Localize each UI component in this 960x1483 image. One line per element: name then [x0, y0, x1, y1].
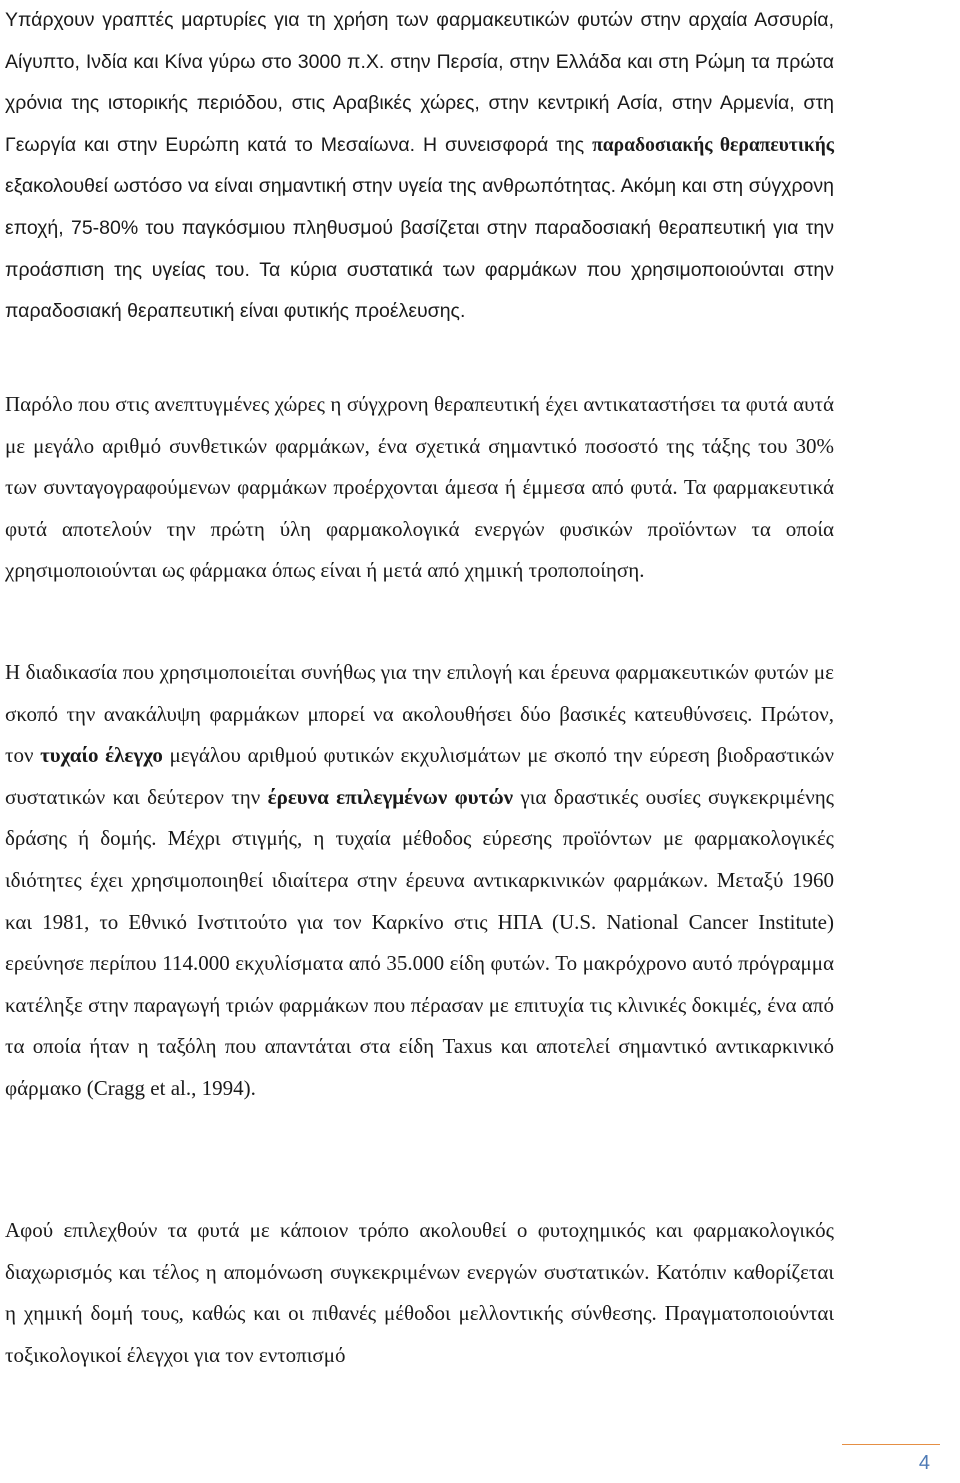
paragraph-isolation [5, 1210, 834, 1376]
text-segment: Η διαδικασία που χρησιμοποιείται συνήθως για την επιλογή και έρευνα φαρμακευτικών φυτών με σκοπό την ανακάλυψη φαρμάκων μπορεί να ακολουθήσει δύο βασικές κατευθύνσεις. Πρώτον, τον [5, 660, 834, 768]
bold-term-traditional-therapeutics: παραδοσιακής θεραπευτικής [592, 134, 835, 156]
text-segment: Παρόλο που στις ανεπτυγμένες χώρες η σύγχρονη θεραπευτική έχει αντικαταστήσει τα φυτά αυτά με μεγάλο αριθμό συνθετικών φαρμάκων, ένα σχετικά σημαντικό ποσοστό της τάξης του 30% των συνταγογραφούμενων φαρμάκων προέρχονται άμεσα ή έμμεσα από φυτά. Τα φαρμακευτικά φυτά αποτελούν την πρώτη ύλη φαρμακολογικά ενεργών φυσικών προϊόντων τα οποία χρησιμοποιούνται ως φάρμακα όπως είναι ή μετά από χημική τροποποίηση. [5, 392, 834, 583]
text-segment: για δραστικές ουσίες συγκεκριμένης δράσης ή δομής. Μέχρι στιγμής, η τυχαία μέθοδος εύρεσης προϊόντων με φαρμακολογικές ιδιότητες έχει χρησιμοποιηθεί ιδιαίτερα στην έρευνα αντικαρκινικών φαρμάκων. Μεταξύ 1960 και 1981, το Εθνικό Ινστιτούτο για τον Καρκίνο στις ΗΠΑ (U.S. National Cancer Institute) ερεύνησε περίπου 114.000 εκχυλίσματα από 35.000 είδη φυτών. Το μακρόχρονο αυτό πρόγραμμα κατέληξε στην παραγωγή τριών φαρμάκων που πέρασαν με επιτυχία τις κλινικές δοκιμές, ένα από τα οποία ήταν η ταξόλη που απαντάται στα είδη Taxus και αποτελεί σημαντικό αντικαρκινικό φάρμακο (Cragg et al., 1994). [5, 784, 834, 1100]
bold-term-selected-plants: έρευνα επιλεγμένων φυτών [267, 784, 514, 809]
paragraph-history [5, 0, 834, 333]
text-segment: εξακολουθεί ωστόσο να είναι σημαντική στην υγεία της ανθρωπότητας. Ακόμη και στη σύγχρονη εποχή, 75-80% του παγκόσμιου πληθυσμού βασίζεται στην παραδοσιακή θεραπευτική για την προάσπιση της υγείας του. Τα κύρια συστατικά των φαρμάκων που χρησιμοποιούνται στην παραδοσιακή θεραπευτική είναι φυτικής προέλευσης. [5, 175, 834, 323]
bold-term-random-screening: τυχαίο έλεγχο [40, 743, 163, 768]
text-segment: Υπάρχουν γραπτές μαρτυρίες για τη χρήση των φαρμακευτικών φυτών στην αρχαία Ασσυρία, Αίγυπτο, Ινδία και Κίνα γύρω στο 3000 π.Χ. στην Περσία, στην Ελλάδα και στη Ρώμη τα πρώτα χρόνια της ιστορικής περιόδου, στις Αραβικές χώρες, στην κεντρική Ασία, στην Αρμενία, στη Γεωργία και στην Ευρώπη κατά το Μεσαίωνα. Η συνεισφορά της [5, 9, 834, 156]
paragraph-synthetic-drugs [5, 384, 834, 592]
page-number: 4 [918, 1452, 930, 1474]
text-segment: Αφού επιλεχθούν τα φυτά με κάποιον τρόπο ακολουθεί ο φυτοχημικός και φαρμακολογικός διαχωρισμός και τέλος η απομόνωση συγκεκριμένων ενεργών συστατικών. Κατόπιν καθορίζεται η χημική δομή τους, καθώς και οι πιθανές μέθοδοι μελλοντικής σύνθεσης. Πραγματοποιούνται τοξικολογικοί έλεγχοι για τον εντοπισμό [5, 1218, 834, 1367]
text-segment: μεγάλου αριθμού φυτικών εκχυλισμάτων με σκοπό την εύρεση βιοδραστικών συστατικών και δεύτερον την [5, 743, 834, 809]
paragraph-selection-process [5, 652, 834, 1110]
footer-rule [842, 1444, 940, 1445]
